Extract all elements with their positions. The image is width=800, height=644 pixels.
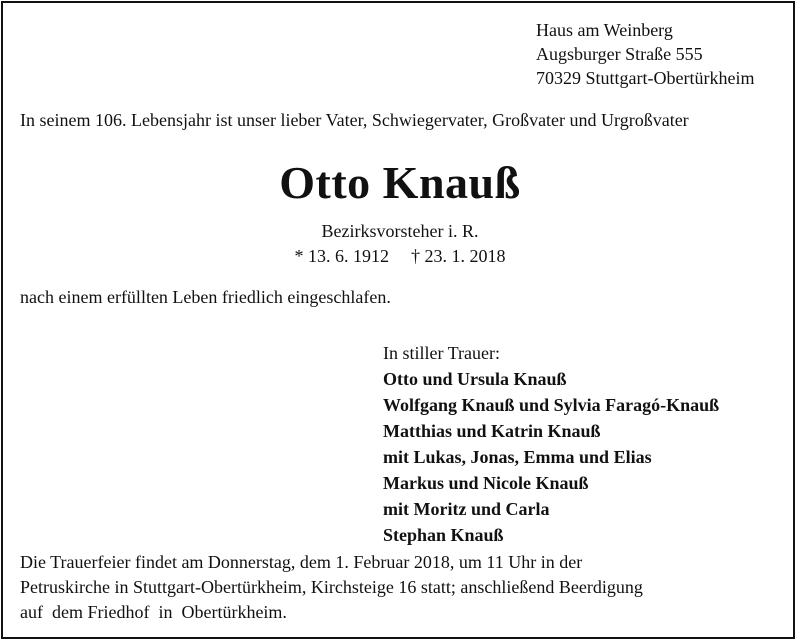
deceased-title: Bezirksvorsteher i. R. [321,221,479,241]
address-line-2: Augsburger Straße 555 [536,44,703,64]
mourners-block [383,340,719,548]
life-dates [0,244,800,268]
funeral-line-3: auf dem Friedhof in Obertürkheim. [20,602,287,622]
deceased-name: Otto Knauß [279,157,521,208]
mourner-name: mit Moritz und Carla [383,499,550,519]
funeral-line-2: Petruskirche in Stuttgart-Obertürkheim, Kirchsteige 16 statt; anschließend Beerdigung [20,577,643,597]
funeral-info [20,550,643,625]
address-block [536,18,754,90]
funeral-line-1: Die Trauerfeier findet am Donnerstag, dem 1. Februar 2018, um 11 Uhr in der [20,552,583,572]
death-date: † 23. 1. 2018 [411,246,506,266]
address-line-1: Haus am Weinberg [536,20,673,40]
mourner-name: Matthias und Katrin Knauß [383,421,601,441]
mourner-name: Wolfgang Knauß und Sylvia Faragó-Knauß [383,395,720,415]
intro-text: In seinem 106. Lebensjahr ist unser lieber Vater, Schwiegervater, Großvater und Urgroßvater [20,110,689,130]
address-line-3: 70329 Stuttgart-Obertürkheim [536,68,755,88]
mourner-name: mit Lukas, Jonas, Emma und Elias [383,447,652,467]
mourner-name: Otto und Ursula Knauß [383,369,567,389]
mourners-heading: In stiller Trauer: [383,343,500,363]
mourner-name: Markus und Nicole Knauß [383,473,589,493]
passed-text: nach einem erfüllten Leben friedlich eingeschlafen. [20,287,391,307]
mourner-name: Stephan Knauß [383,525,504,545]
birth-date: * 13. 6. 1912 [294,246,389,266]
